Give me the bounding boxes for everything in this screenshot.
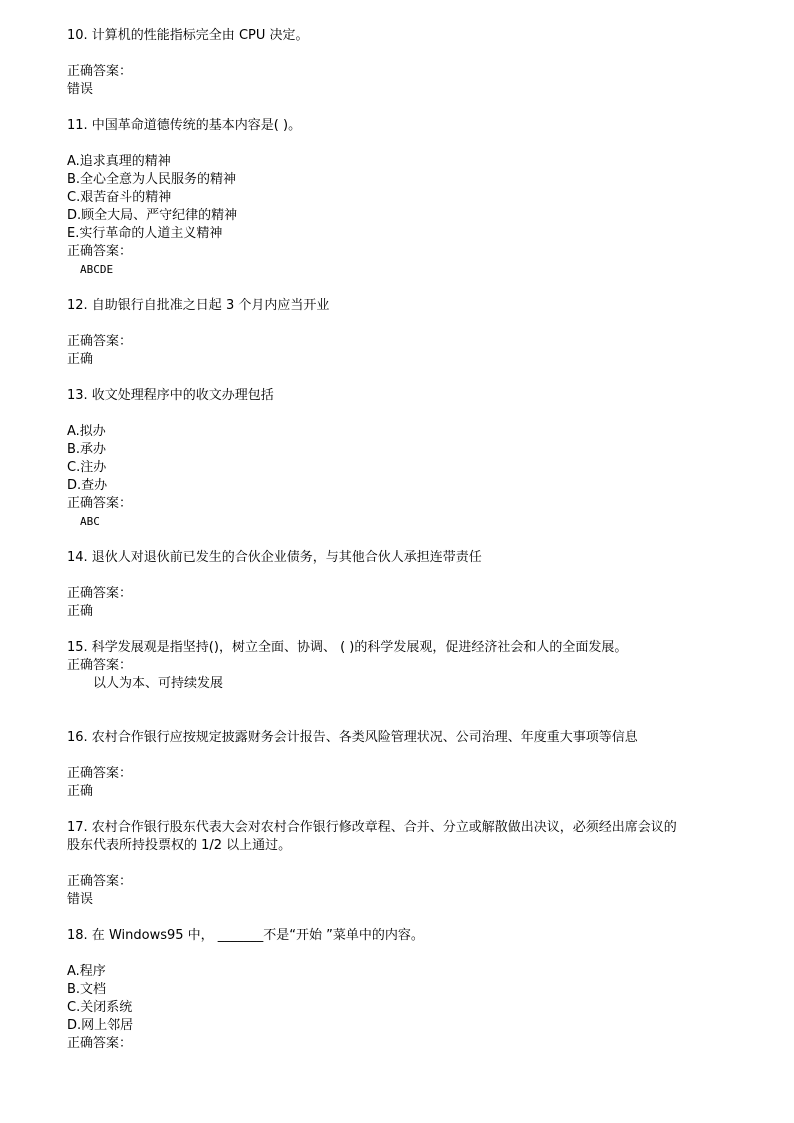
question-18-option-b: B.文档	[67, 982, 107, 997]
question-13-option-a: A.拟办	[67, 424, 106, 439]
question-15-answer: 以人为本、可持续发展	[93, 676, 224, 691]
question-13-answer: ABC	[80, 515, 100, 528]
answer-label: 正确答案：	[67, 496, 133, 511]
question-15-text: 15. 科学发展观是指坚持()，树立全面、协调、 ( )的科学发展观，促进经济社会和人的全面发展。	[67, 640, 628, 655]
question-10-answer: 错误	[67, 82, 94, 97]
question-10-text: 10. 计算机的性能指标完全由 CPU 决定。	[67, 28, 309, 43]
answer-label: 正确答案：	[67, 766, 133, 781]
question-11-text: 11. 中国革命道德传统的基本内容是( )。	[67, 118, 302, 133]
question-11-option-a: A.追求真理的精神	[67, 154, 171, 169]
question-11-option-b: B.全心全意为人民服务的精神	[67, 172, 237, 187]
question-18-text: 18. 在 Windows95 中， _______不是“开始 ”菜单中的内容。	[67, 928, 424, 943]
answer-label: 正确答案：	[67, 1036, 133, 1051]
question-16-text: 16. 农村合作银行应按规定披露财务会计报告、各类风险管理状况、公司治理、年度重大事项等信息	[67, 730, 638, 745]
answer-label: 正确答案：	[67, 874, 133, 889]
question-12-answer: 正确	[67, 352, 94, 367]
question-18-option-d: D.网上邻居	[67, 1018, 134, 1033]
question-16-answer: 正确	[67, 784, 94, 799]
question-13-option-c: C.注办	[67, 460, 107, 475]
question-11-option-e: E.实行革命的人道主义精神	[67, 226, 223, 241]
question-13-option-d: D.查办	[67, 478, 108, 493]
question-18-option-c: C.关闭系统	[67, 1000, 133, 1015]
question-14-answer: 正确	[67, 604, 94, 619]
question-11-option-c: C.艰苦奋斗的精神	[67, 190, 172, 205]
question-12-text: 12. 自助银行自批准之日起 3 个月内应当开业	[67, 298, 330, 313]
question-18-option-a: A.程序	[67, 964, 106, 979]
answer-label: 正确答案：	[67, 244, 133, 259]
answer-label: 正确答案：	[67, 586, 133, 601]
question-17-text-line-1: 17. 农村合作银行股东代表大会对农村合作银行修改章程、合并、分立或解散做出决议，必须经出席会议的	[67, 820, 677, 835]
question-11-option-d: D.顾全大局、严守纪律的精神	[67, 208, 238, 223]
question-14-text: 14. 退伙人对退伙前已发生的合伙企业债务，与其他合伙人承担连带责任	[67, 550, 482, 565]
question-13-text: 13. 收文处理程序中的收文办理包括	[67, 388, 274, 403]
answer-label: 正确答案：	[67, 64, 133, 79]
question-17-text-line-2: 股东代表所持投票权的 1/2 以上通过。	[67, 838, 292, 853]
question-11-answer: ABCDE	[80, 263, 114, 276]
answer-label: 正确答案：	[67, 658, 133, 673]
question-17-answer: 错误	[67, 892, 94, 907]
question-13-option-b: B.承办	[67, 442, 107, 457]
document-page	[67, 27, 747, 1053]
answer-label: 正确答案：	[67, 334, 133, 349]
